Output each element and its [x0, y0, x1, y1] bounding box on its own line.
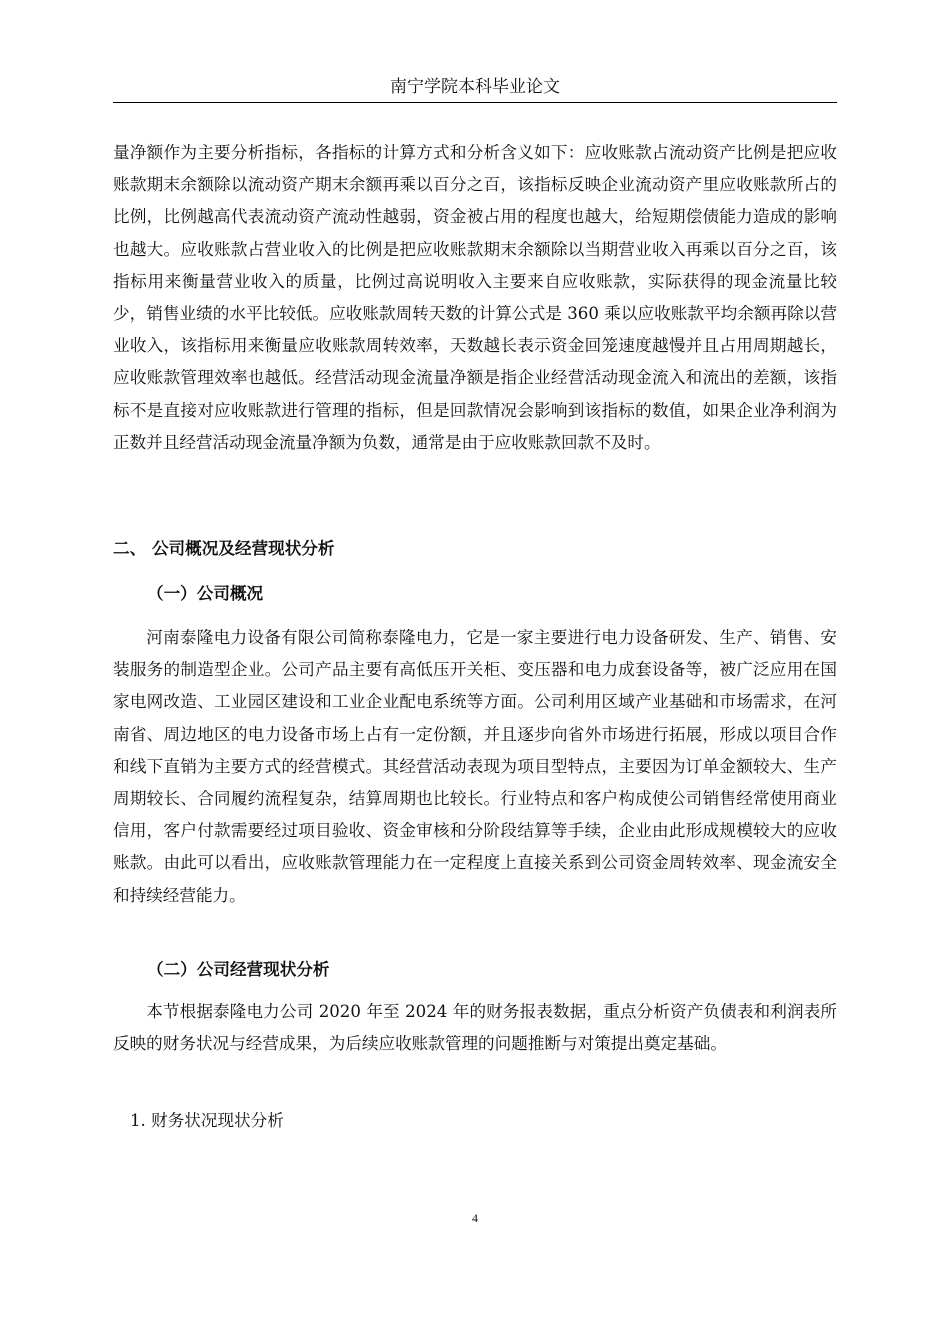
- subsection-heading-operating-status: （二）公司经营现状分析: [147, 959, 330, 979]
- subsection-heading-company-profile: （一）公司概况: [147, 583, 264, 603]
- section-heading-company-overview: 二、 公司概况及经营现状分析: [113, 538, 335, 558]
- paragraph-indicators: 量净额作为主要分析指标，各指标的计算方式和分析含义如下：应收账款占流动资产比例是把应收账款期末余额除以流动资产期末余额再乘以百分之百，该指标反映企业流动资产里应收账款所占的比例，比例越高代表流动资产流动性越弱，资金被占用的程度也越大，给短期偿债能力造成的影响也越大。应收账款占营业收入的比例是把应收账款期末余额除以当期营业收入再乘以百分之百，该指标用来衡量营业收入的质量，比例过高说明收入主要来自应收账款，实际获得的现金流量比较少，销售业绩的水平比较低。应收账款周转天数的计算公式是 360 乘以应收账款平均余额再除以营业收入，该指标用来衡量应收账款周转效率，天数越长表示资金回笼速度越慢并且占用周期越长，应收账款管理效率也越低。经营活动现金流量净额是指企业经营活动现金流入和流出的差额，该指标不是直接对应收账款进行管理的指标，但是回款情况会影响到该指标的数值，如果企业净利润为正数并且经营活动现金流量净额为负数，通常是由于应收账款回款不及时。: [113, 143, 837, 452]
- paragraph-operating-status: 本节根据泰隆电力公司 2020 年至 2024 年的财务报表数据，重点分析资产负债表和利润表所反映的财务状况与经营成果，为后续应收账款管理的问题推断与对策提出奠定基础。: [113, 1002, 837, 1054]
- paragraph-company-profile: 河南泰隆电力设备有限公司简称泰隆电力，它是一家主要进行电力设备研发、生产、销售、安装服务的制造型企业。公司产品主要有高低压开关柜、变压器和电力成套设备等，被广泛应用在国家电网改造、工业园区建设和工业企业配电系统等方面。公司利用区域产业基础和市场需求，在河南省、周边地区的电力设备市场上占有一定份额，并且逐步向省外市场进行拓展，形成以项目合作和线下直销为主要方式的经营模式。其经营活动表现为项目型特点，主要因为订单金额较大、生产周期较长、合同履约流程复杂，结算周期也比较长。行业特点和客户构成使公司销售经常使用商业信用，客户付款需要经过项目验收、资金审核和分阶段结算等手续，企业由此形成规模较大的应收账款。由此可以看出，应收账款管理能力在一定程度上直接关系到公司资金周转效率、现金流安全和持续经营能力。: [113, 628, 837, 905]
- page-header: 南宁学院本科毕业论文: [113, 72, 837, 103]
- page-number: 4: [472, 1211, 478, 1225]
- list-heading-financial-status: 1. 财务状况现状分析: [130, 1111, 284, 1130]
